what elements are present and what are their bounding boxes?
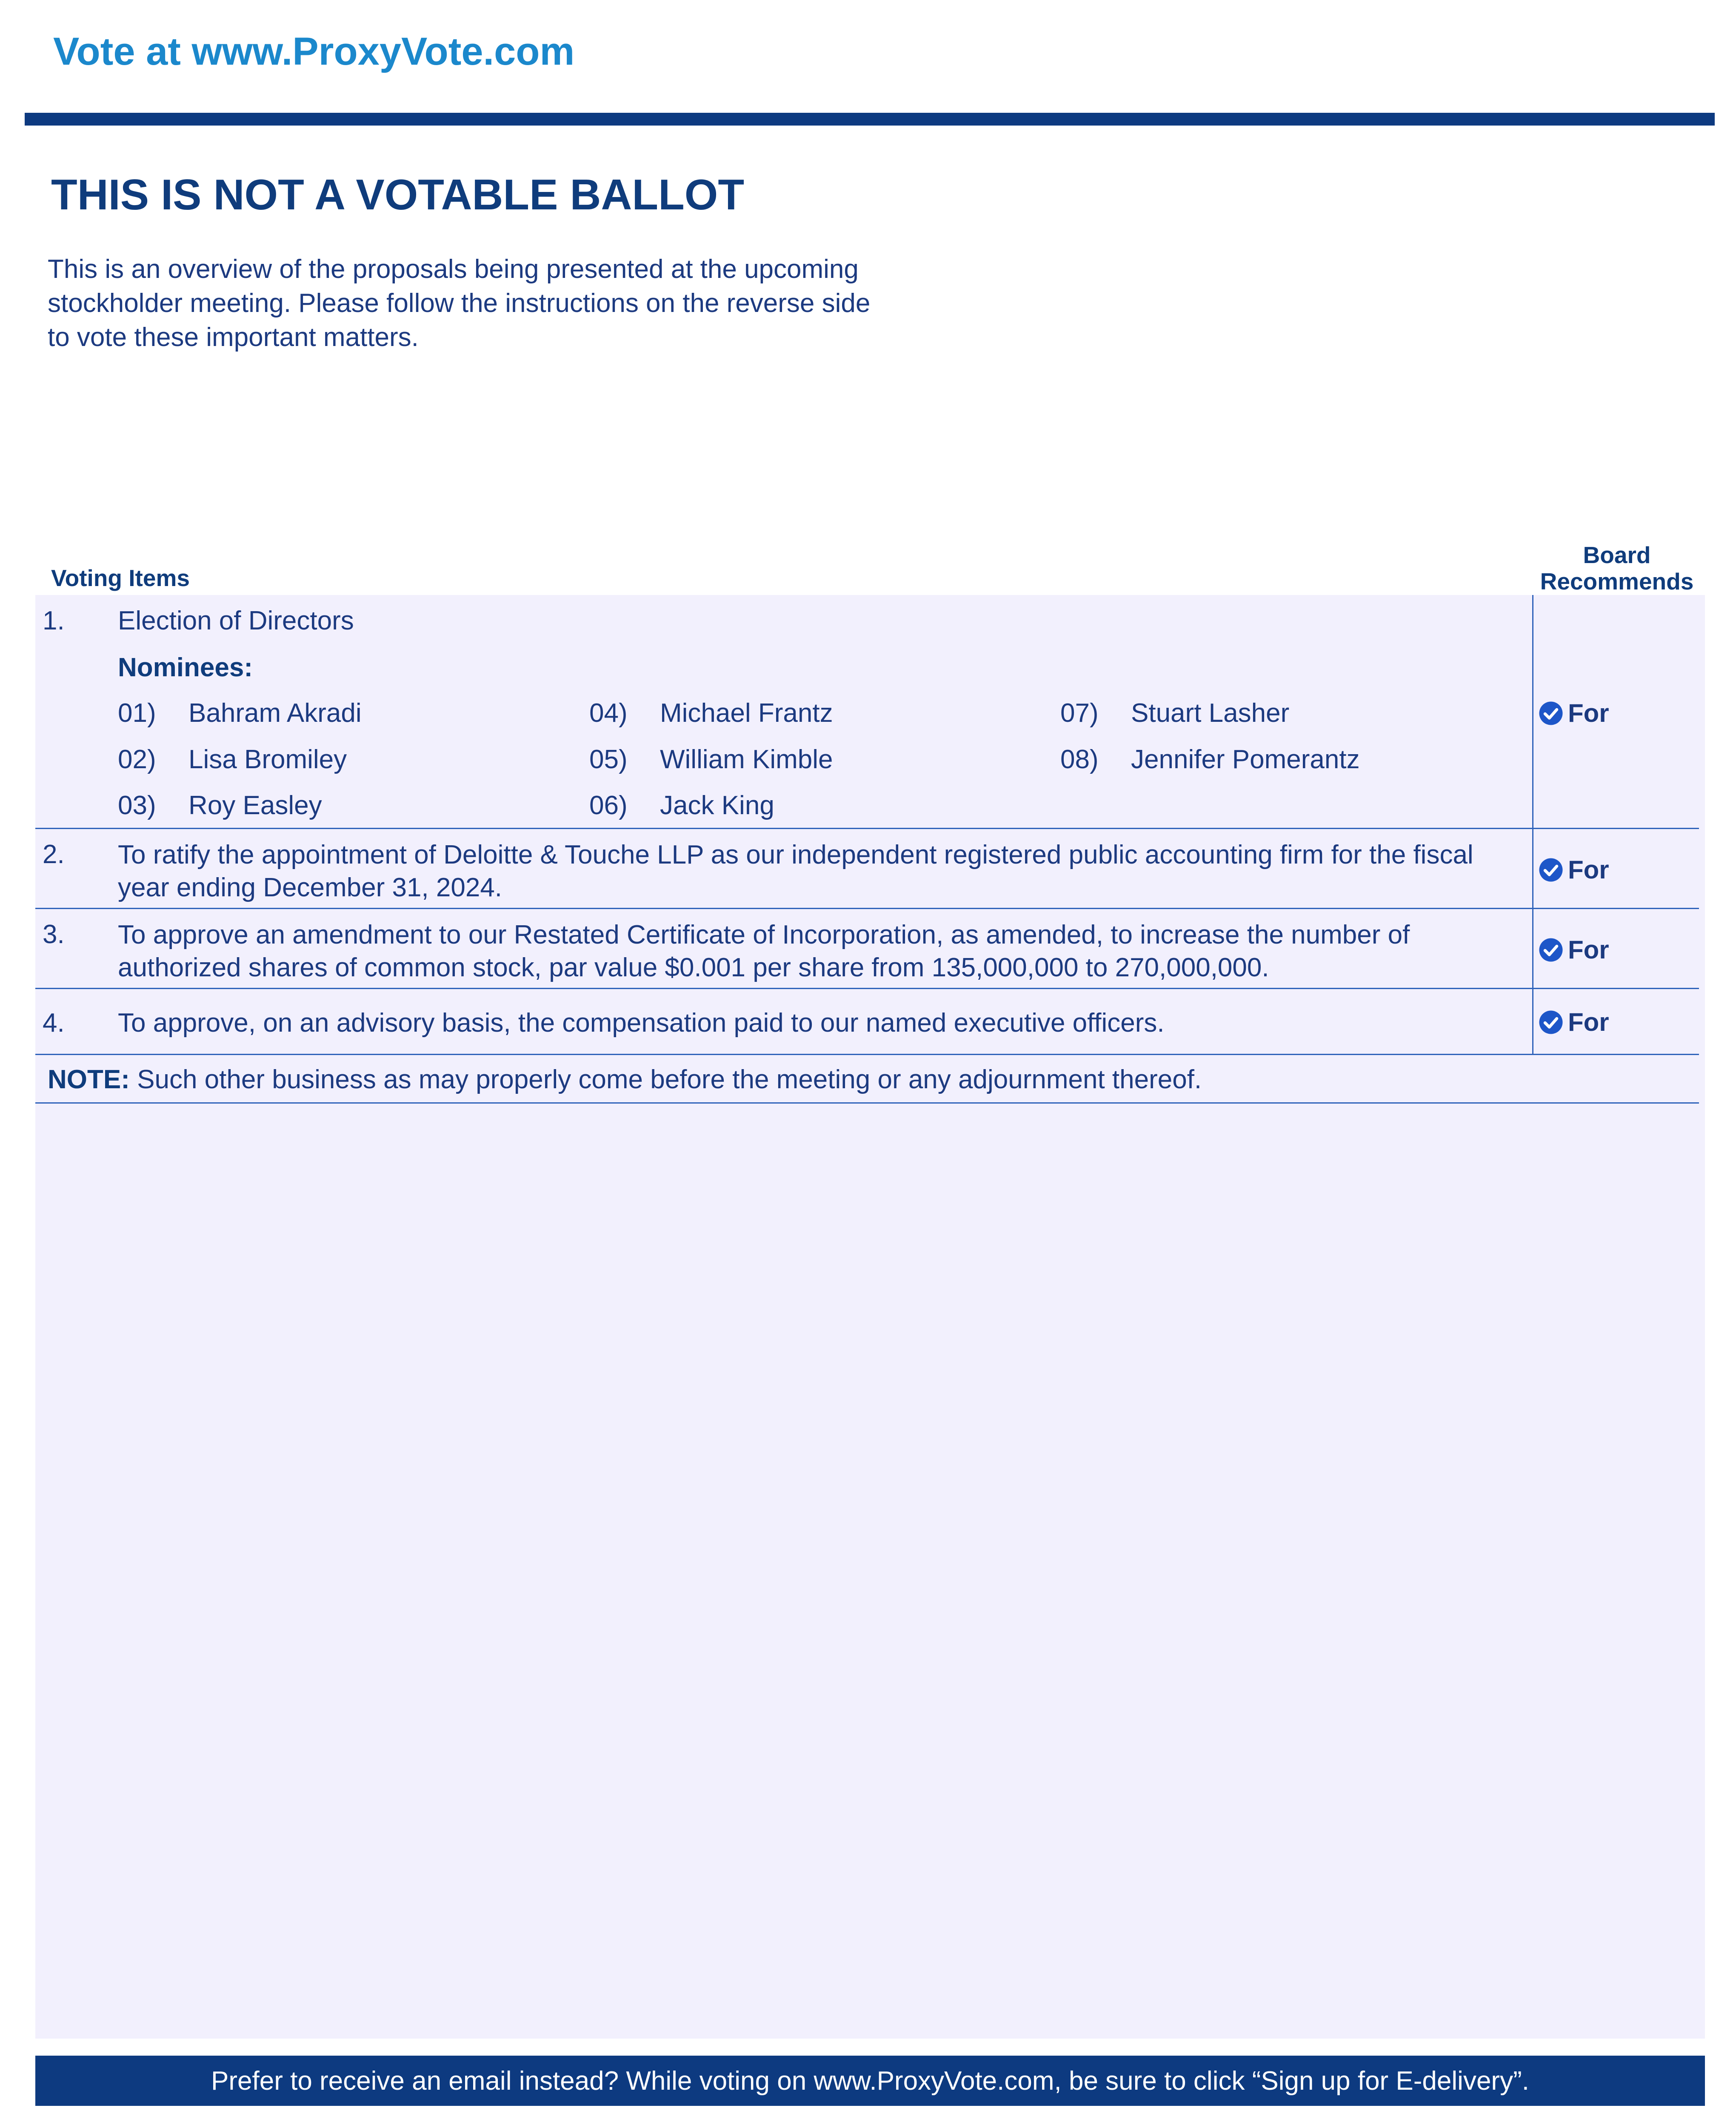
board-recommendation [1538,937,1609,963]
nominee-name: Jack King [660,791,774,820]
row-separator [35,908,1699,909]
nominee-number: 04) [589,698,628,728]
item-number: 2. [43,840,65,869]
nominee-number: 01) [118,698,156,728]
recommendation-label: For [1568,699,1609,727]
proxyvote-link[interactable]: Vote at www.ProxyVote.com [53,30,575,73]
row-separator [35,988,1699,989]
footer-banner [35,2056,1705,2106]
recommendation-label: For [1568,935,1609,964]
item-text: To approve, on an advisory basis, the compensation paid to our named executive officers. [118,1008,1165,1038]
column-divider [1532,909,1533,988]
board-recommendation [1538,701,1609,726]
voting-items-header: Voting Items [51,565,190,591]
item-text: Election of Directors [118,606,354,635]
check-circle-icon [1538,857,1564,883]
board-recommendation [1538,857,1609,883]
nominee-number: 05) [589,745,628,774]
nominee-name: Lisa Bromiley [188,745,347,774]
row-separator [35,828,1699,829]
item-number: 1. [43,606,65,635]
nominee-name: Jennifer Pomerantz [1131,745,1360,774]
board-recommends-header: Board Recommends [1540,542,1694,595]
recommendation-label: For [1568,855,1609,884]
nominee-name: Stuart Lasher [1131,698,1290,728]
check-circle-icon [1538,937,1564,963]
nominees-label: Nominees: [118,653,253,682]
page-title: THIS IS NOT A VOTABLE BALLOT [51,171,745,219]
nominee-number: 07) [1060,698,1099,728]
e-delivery-notice: Prefer to receive an email instead? While voting on www.ProxyVote.com, be sure to click “Sign up for E-delivery”. [211,2066,1529,2096]
nominee-name: William Kimble [660,745,833,774]
item-text: To ratify the appointment of Deloitte & Touche LLP as our independent registered public accounting firm for the fiscal year ending December 31, 2024. [118,840,1473,902]
check-circle-icon [1538,1010,1564,1035]
recommendation-label: For [1568,1008,1609,1036]
nominee-name: Roy Easley [188,791,322,820]
nominee-number: 02) [118,745,156,774]
note-text: Such other business as may properly come before the meeting or any adjournment thereof. [137,1065,1202,1094]
column-divider [1532,595,1533,828]
note-label: NOTE: [48,1065,130,1094]
nominee-number: 03) [118,791,156,820]
nominee-name: Michael Frantz [660,698,833,728]
note [48,1067,1202,1093]
item-number: 3. [43,920,65,949]
item-text: To approve an amendment to our Restated Certificate of Incorporation, as amended, to increase the number of authorized shares of common stock, par value $0.001 per share from 135,000,000 to 270,000,000. [118,920,1410,982]
row-separator [35,1054,1699,1055]
nominee-name: Bahram Akradi [188,698,362,728]
board-recommendation [1538,1010,1609,1035]
check-circle-icon [1538,701,1564,726]
nominee-number: 08) [1060,745,1099,774]
header-rule [25,113,1715,126]
column-divider [1532,829,1533,908]
item-number: 4. [43,1008,65,1038]
row-separator [35,1102,1699,1104]
nominee-number: 06) [589,791,628,820]
column-divider [1532,989,1533,1054]
intro-paragraph: This is an overview of the proposals being presented at the upcoming stockholder meeting. Please follow the instructions on the reverse side to vote these important matters. [48,255,871,352]
